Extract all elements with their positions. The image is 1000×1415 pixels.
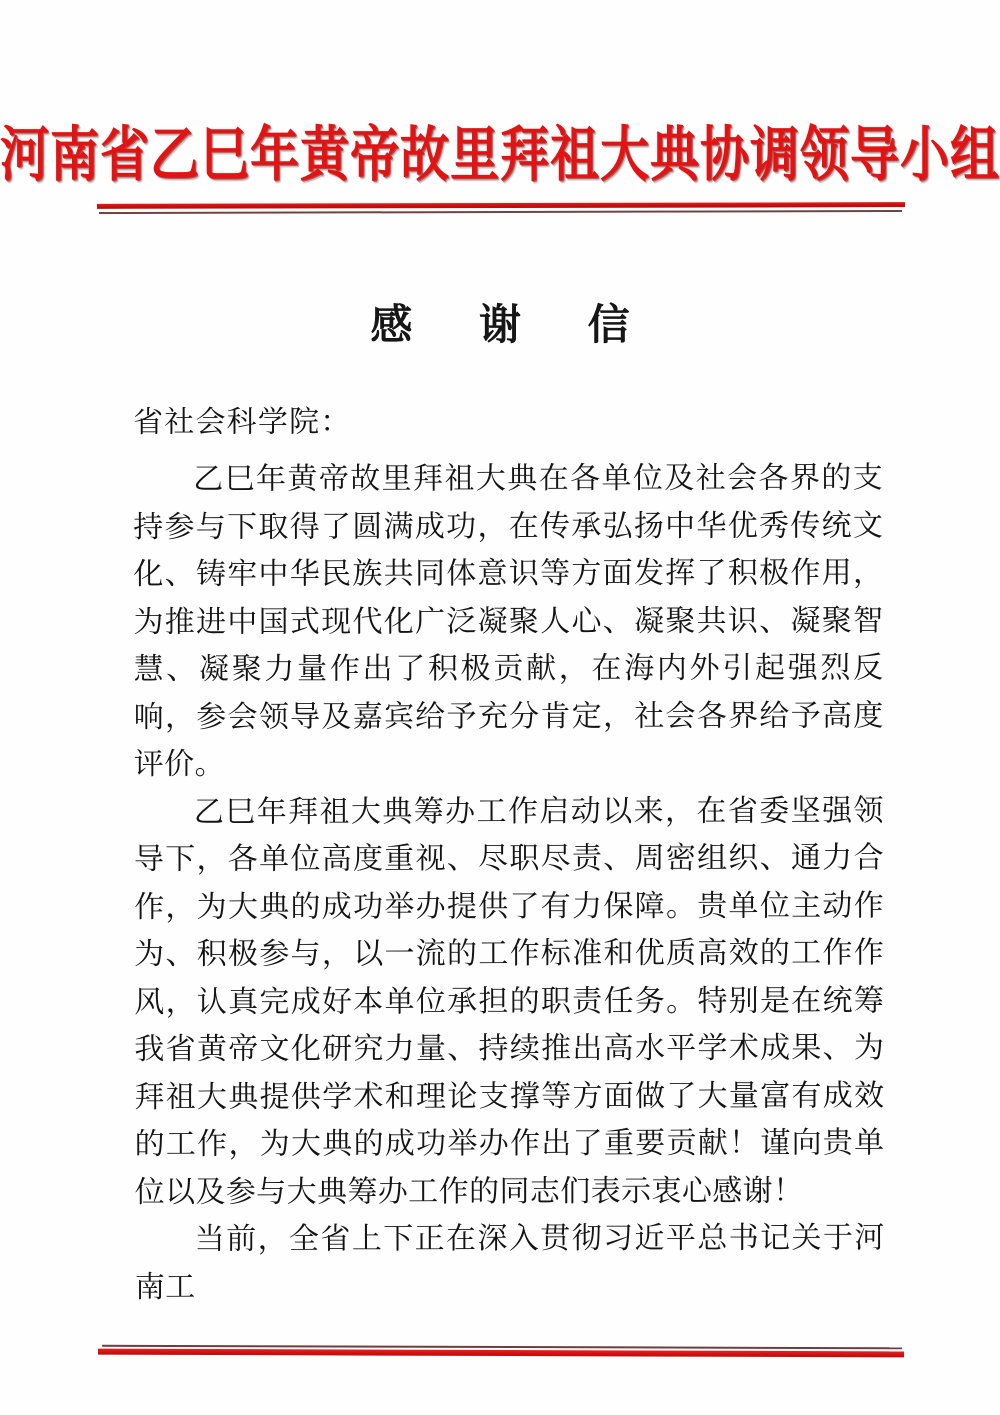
body-paragraph: 当前，全省上下正在深入贯彻习近平总书记关于河南工 — [134, 1220, 885, 1305]
letterhead — [0, 118, 1000, 190]
body-paragraph: 乙巳年拜祖大典筹办工作启动以来，在省委坚强领导下，各单位高度重视、尽职尽责、周密组织、通力合作，为大典的成功举办提供了有力保障。贵单位主动作为、积极参与，以一流的工作标准和优质高效的工作作风，认真完成好本单位承担的职责任务。特别是在统筹我省黄帝文化研究力量、持续推出高水平学术成果、为拜祖大典提供学术和理论支撑等方面做了大量富有成效的工作，为大典的成功举办作出了重要贡献！谨向贵单位以及参与大典筹办工作的同志们表示衷心感谢！ — [133, 792, 885, 1210]
footer-divider-rule — [98, 1346, 904, 1360]
footer-rule-thick — [98, 1349, 904, 1358]
document-title: 感 谢 信 — [370, 300, 656, 349]
body-paragraph: 乙巳年黄帝故里拜祖大典在各单位及社会各界的支持参与下取得了圆满成功，在传承弘扬中华优秀传统文化、铸牢中华民族共同体意识等方面发挥了积极作用，为推进中国式现代化广泛凝聚人心、凝聚共识、凝聚智慧、凝聚力量作出了积极贡献，在海内外引起强烈反响，参会领导及嘉宾给予充分肯定，社会各界给予高度评价。 — [133, 460, 884, 782]
letterhead-rule-thick — [97, 202, 905, 209]
letterhead-divider-rule — [97, 203, 905, 215]
letterhead-organization-title: 河南省乙巳年黄帝故里拜祖大典协调领导小组 — [0, 118, 1000, 190]
letter-body — [133, 396, 885, 1311]
letterhead-rule-thin — [99, 210, 902, 214]
salutation: 省社会科学院： — [133, 404, 352, 440]
